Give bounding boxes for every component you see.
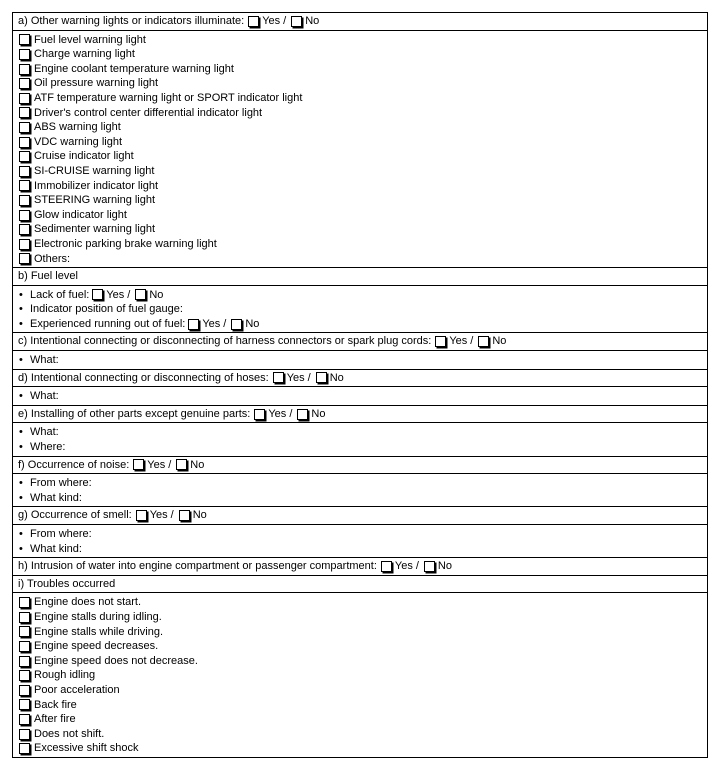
bullet-b2-no-label: No <box>245 317 260 330</box>
item-checkbox[interactable] <box>19 137 30 148</box>
bullet-label: What: <box>30 354 59 367</box>
section-a-header-row <box>18 14 701 29</box>
item-label: Charge warning light <box>34 48 135 61</box>
checklist-item <box>18 595 701 610</box>
item-label: Does not shift. <box>34 727 105 740</box>
item-checkbox[interactable] <box>19 597 30 608</box>
section-i-header <box>13 575 707 593</box>
bullet-item <box>18 542 701 557</box>
checklist-item <box>18 252 701 267</box>
section-h-no-label: No <box>437 560 452 573</box>
section-a-checklist <box>13 30 707 268</box>
checklist-item <box>18 193 701 208</box>
section-c-title: c) Intentional connecting or disconnecting of harness connectors or spark plug cords: <box>18 335 432 348</box>
item-checkbox[interactable] <box>19 239 30 250</box>
section-i-header-row <box>18 577 701 592</box>
bullet-glyph: • <box>19 317 23 330</box>
checklist-item <box>18 120 701 135</box>
section-c-no-checkbox[interactable] <box>478 336 489 347</box>
item-checkbox[interactable] <box>19 714 30 725</box>
item-checkbox[interactable] <box>19 180 30 191</box>
bullet-glyph: • <box>19 542 23 555</box>
bullet-label: Indicator position of fuel gauge: <box>30 303 183 316</box>
item-label: SI-CRUISE warning light <box>34 164 155 177</box>
bullet-b2-no-checkbox[interactable] <box>231 319 242 330</box>
item-label: Glow indicator light <box>34 208 127 221</box>
section-d-no-label: No <box>329 371 344 384</box>
section-g-no-label: No <box>192 509 207 522</box>
checklist-item <box>18 741 701 756</box>
section-d-yes-label: Yes <box>286 371 305 384</box>
checklist-item <box>18 698 701 713</box>
bullet-b0-yes-checkbox[interactable] <box>92 289 103 300</box>
bullet-item <box>18 302 701 317</box>
section-e-separator: / <box>289 407 293 420</box>
item-checkbox[interactable] <box>19 626 30 637</box>
checklist-item <box>18 610 701 625</box>
checklist-item <box>18 625 701 640</box>
section-c-yes-label: Yes <box>449 335 468 348</box>
bullet-item <box>18 425 701 440</box>
bullet-b0-yes-label: Yes <box>106 288 125 301</box>
section-g-no-checkbox[interactable] <box>179 510 190 521</box>
item-checkbox[interactable] <box>19 743 30 754</box>
item-label: Rough idling <box>34 669 96 682</box>
section-h-header <box>13 557 707 575</box>
item-label: Engine speed decreases. <box>34 640 159 653</box>
item-label: Oil pressure warning light <box>34 77 159 90</box>
bullet-item <box>18 389 701 404</box>
item-label: After fire <box>34 713 76 726</box>
section-h-yes-label: Yes <box>394 560 413 573</box>
checklist-item <box>18 668 701 683</box>
section-f-header <box>13 456 707 474</box>
bullet-label: From where: <box>30 528 92 540</box>
bullet-b2-yes-label: Yes <box>202 317 221 330</box>
bullet-item <box>18 353 701 368</box>
section-g-yes-checkbox[interactable] <box>136 510 147 521</box>
bullet-label: Lack of fuel: <box>30 288 90 301</box>
section-e-yes-label: Yes <box>268 407 287 420</box>
item-label: Others: <box>34 252 71 265</box>
item-label: Poor acceleration <box>34 683 120 696</box>
checklist-item <box>18 237 701 252</box>
item-checkbox[interactable] <box>19 656 30 667</box>
section-c-no-label: No <box>492 335 507 348</box>
item-label: VDC warning light <box>34 135 123 148</box>
bullet-b2-separator: / <box>223 317 227 330</box>
section-c-bullets <box>13 350 707 369</box>
bullet-label: What kind: <box>30 491 82 504</box>
bullet-glyph: • <box>19 288 23 301</box>
section-e-bullets <box>13 422 707 455</box>
section-e-title: e) Installing of other parts except genuine parts: <box>18 407 251 420</box>
item-checkbox[interactable] <box>19 195 30 206</box>
section-i-checklist <box>13 592 707 757</box>
section-a-yes-label: Yes <box>262 15 281 27</box>
item-label: Sedimenter warning light <box>34 223 156 236</box>
item-checkbox[interactable] <box>19 729 30 740</box>
bullet-b0-separator: / <box>127 288 131 301</box>
checklist-item <box>18 654 701 669</box>
section-g-bullets <box>13 524 707 557</box>
section-f-title: f) Occurrence of noise: <box>18 458 130 471</box>
section-g-separator: / <box>170 509 174 522</box>
section-f-bullets <box>13 473 707 506</box>
item-checkbox[interactable] <box>19 64 30 75</box>
item-checkbox[interactable] <box>19 122 30 133</box>
diagnosis-form <box>12 12 708 758</box>
checklist-item <box>18 683 701 698</box>
section-c-header <box>13 332 707 350</box>
bullet-item <box>18 317 701 332</box>
section-f-yes-label: Yes <box>147 458 166 471</box>
item-checkbox[interactable] <box>19 253 30 264</box>
bullet-glyph: • <box>19 477 23 490</box>
item-checkbox[interactable] <box>19 93 30 104</box>
checklist-item <box>18 91 701 106</box>
section-f-yes-checkbox[interactable] <box>133 459 144 470</box>
bullet-glyph: • <box>19 303 23 316</box>
section-d-header-row <box>18 371 701 386</box>
section-a-no-checkbox[interactable] <box>291 16 302 27</box>
section-e-no-checkbox[interactable] <box>297 409 308 420</box>
section-e-yes-checkbox[interactable] <box>254 409 265 420</box>
section-d-bullets <box>13 386 707 405</box>
item-label: Driver's control center differential indicator light <box>34 106 263 119</box>
bullet-b2-yes-checkbox[interactable] <box>188 319 199 330</box>
item-label: ABS warning light <box>34 121 121 134</box>
bullet-label: What: <box>30 426 59 439</box>
checklist-item <box>18 222 701 237</box>
item-label: Engine does not start. <box>34 596 142 609</box>
item-label: Engine stalls during idling. <box>34 610 162 623</box>
bullet-glyph: • <box>19 528 23 540</box>
section-a-yes-checkbox[interactable] <box>248 16 259 27</box>
section-a-title: a) Other warning lights or indicators illuminate: <box>18 15 245 27</box>
section-b-header <box>13 267 707 285</box>
section-f-header-row <box>18 458 701 473</box>
section-e-no-label: No <box>311 407 326 420</box>
bullet-label: What: <box>30 390 59 403</box>
section-d-header <box>13 369 707 387</box>
checklist-item <box>18 47 701 62</box>
item-label: Electronic parking brake warning light <box>34 237 217 250</box>
section-d-title: d) Intentional connecting or disconnecting of hoses: <box>18 371 269 384</box>
section-f-no-checkbox[interactable] <box>176 459 187 470</box>
section-c-separator: / <box>470 335 474 348</box>
item-label: Back fire <box>34 698 77 711</box>
item-checkbox[interactable] <box>19 166 30 177</box>
item-checkbox[interactable] <box>19 151 30 162</box>
section-g-yes-label: Yes <box>149 509 168 522</box>
bullet-item <box>18 491 701 506</box>
section-a-separator: / <box>283 15 287 27</box>
item-label: Engine stalls while driving. <box>34 625 164 638</box>
item-checkbox[interactable] <box>19 612 30 623</box>
checklist-item <box>18 208 701 223</box>
section-h-yes-checkbox[interactable] <box>381 561 392 572</box>
item-checkbox[interactable] <box>19 210 30 221</box>
section-h-title: h) Intrusion of water into engine compartment or passenger compartment: <box>18 560 377 573</box>
item-label: Immobilizer indicator light <box>34 179 159 192</box>
bullet-item <box>18 476 701 491</box>
bullet-item <box>18 440 701 455</box>
checklist-item <box>18 33 701 48</box>
section-f-no-label: No <box>190 458 205 471</box>
section-h-header-row <box>18 559 701 574</box>
section-c-header-row <box>18 334 701 349</box>
bullet-label: Where: <box>30 441 66 454</box>
checklist-item <box>18 727 701 742</box>
bullet-b0-no-label: No <box>149 288 164 301</box>
item-checkbox[interactable] <box>19 224 30 235</box>
item-label: Excessive shift shock <box>34 742 139 755</box>
checklist-item <box>18 179 701 194</box>
item-checkbox[interactable] <box>19 641 30 652</box>
item-checkbox[interactable] <box>19 699 30 710</box>
item-checkbox[interactable] <box>19 670 30 681</box>
bullet-item <box>18 288 701 303</box>
section-f-separator: / <box>168 458 172 471</box>
checklist-item <box>18 76 701 91</box>
bullet-glyph: • <box>19 426 23 439</box>
checklist-item <box>18 149 701 164</box>
checklist-item <box>18 62 701 77</box>
section-h-no-checkbox[interactable] <box>424 561 435 572</box>
section-d-no-checkbox[interactable] <box>316 372 327 383</box>
bullet-glyph: • <box>19 390 23 403</box>
checklist-item <box>18 164 701 179</box>
item-checkbox[interactable] <box>19 685 30 696</box>
section-i-title: i) Troubles occurred <box>18 577 116 590</box>
checklist-item <box>18 135 701 150</box>
item-checkbox[interactable] <box>19 49 30 60</box>
section-b-bullets <box>13 285 707 333</box>
item-label: STEERING warning light <box>34 194 156 207</box>
checklist-item <box>18 106 701 121</box>
section-h-separator: / <box>415 560 419 573</box>
section-b-title: b) Fuel level <box>18 270 78 283</box>
item-label: Fuel level warning light <box>34 33 146 46</box>
bullet-glyph: • <box>19 354 23 367</box>
checklist-item <box>18 712 701 727</box>
section-d-separator: / <box>307 371 311 384</box>
section-c-yes-checkbox[interactable] <box>435 336 446 347</box>
bullet-glyph: • <box>19 491 23 504</box>
bullet-item <box>18 527 701 542</box>
item-label: ATF temperature warning light or SPORT indicator light <box>34 91 303 104</box>
section-g-title: g) Occurrence of smell: <box>18 509 132 522</box>
item-label: Cruise indicator light <box>34 150 134 163</box>
section-e-header <box>13 405 707 423</box>
item-checkbox[interactable] <box>19 107 30 118</box>
section-d-yes-checkbox[interactable] <box>273 372 284 383</box>
bullet-glyph: • <box>19 441 23 454</box>
bullet-b0-no-checkbox[interactable] <box>135 289 146 300</box>
section-a-header <box>13 13 707 30</box>
bullet-label: What kind: <box>30 542 82 555</box>
item-label: Engine coolant temperature warning light <box>34 62 234 75</box>
section-e-header-row <box>18 407 701 422</box>
item-checkbox[interactable] <box>19 78 30 89</box>
bullet-label: From where: <box>30 477 92 490</box>
checklist-item <box>18 639 701 654</box>
item-label: Engine speed does not decrease. <box>34 654 198 667</box>
section-b-header-row <box>18 269 701 284</box>
item-checkbox[interactable] <box>19 34 30 45</box>
section-a-no-label: No <box>305 15 320 27</box>
section-g-header-row <box>18 508 701 523</box>
section-g-header <box>13 506 707 524</box>
bullet-label: Experienced running out of fuel: <box>30 317 186 330</box>
